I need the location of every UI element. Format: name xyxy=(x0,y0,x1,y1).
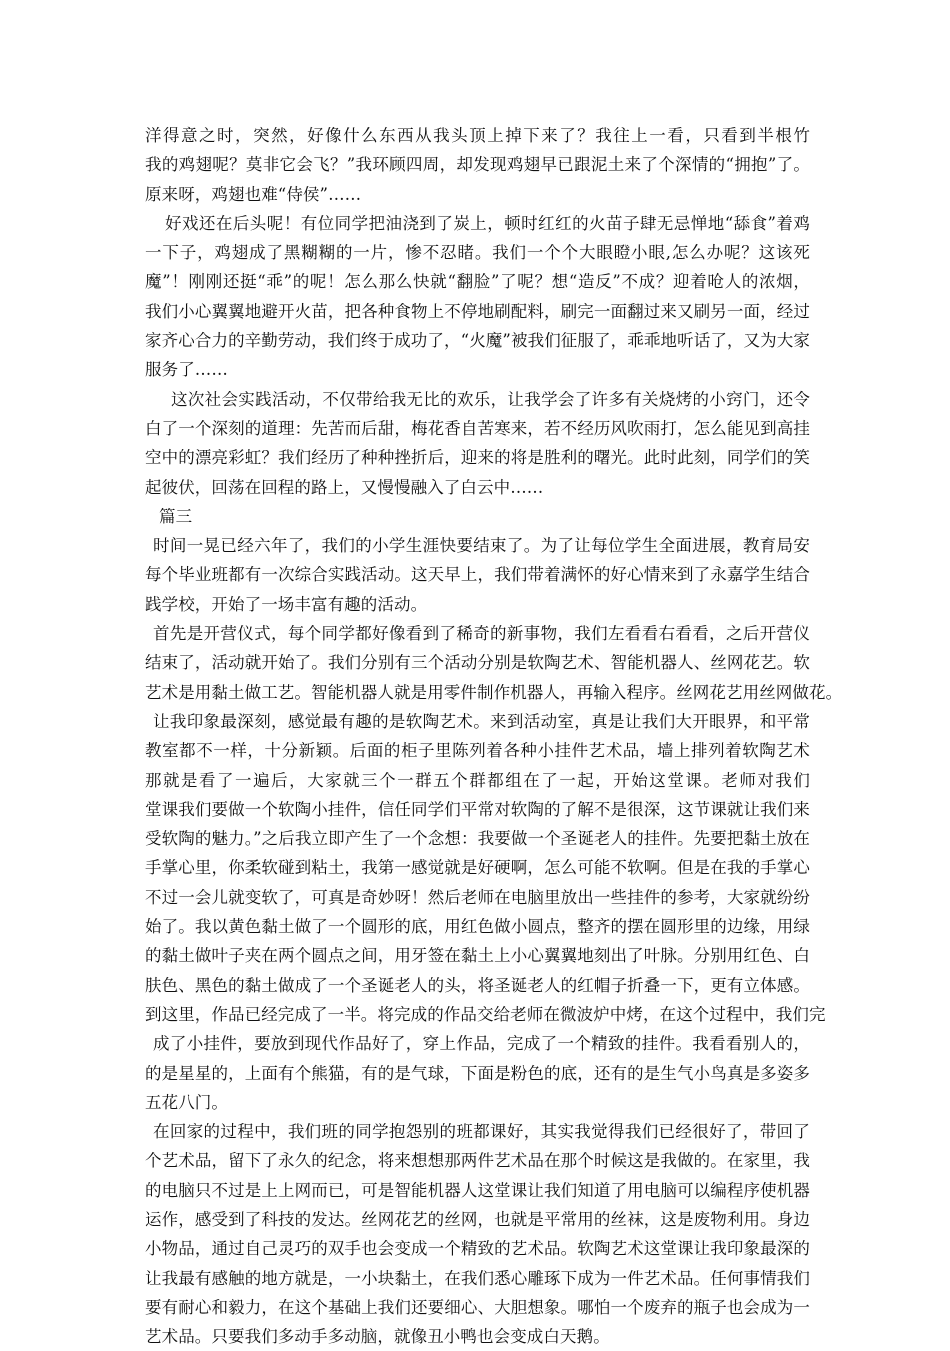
text-line: 时间一晃已经六年了，我们的小学生涯快要结束了。为了让每位学生全面进展，教育局安 xyxy=(153,536,810,556)
paragraph xyxy=(145,209,810,385)
text-line: 白了一个深刻的道理：先苦而后甜，梅花香自苦寒来，若不经历风吹雨打，怎么能见到高挂 xyxy=(145,418,810,438)
paragraph xyxy=(145,121,810,209)
paragraph xyxy=(145,531,810,619)
text-line: 好戏还在后头呢！有位同学把油浇到了炭上，顿时红红的火苗子肆无忌惮地“舔食”着鸡 xyxy=(165,213,810,233)
document-body xyxy=(145,121,843,1351)
text-line: 教室都不一样，十分新颖。后面的柜子里陈列着各种小挂件艺术品，墙上排列着软陶艺术 xyxy=(145,741,810,761)
section-heading: 篇三 xyxy=(159,506,193,526)
text-line: 结束了，活动就开始了。我们分别有三个活动分别是软陶艺术、智能机器人、丝网花艺。软 xyxy=(145,653,810,673)
text-line: 的黏土做叶子夹在两个圆点之间，用牙签在黏土上小心翼翼地刻出了叶脉。分别用红色、白 xyxy=(145,946,810,966)
text-line: 践学校，开始了一场丰富有趣的活动。 xyxy=(145,594,428,614)
text-line: 艺术是用黏土做工艺。智能机器人就是用零件制作机器人，再输入程序。丝网花艺用丝网做花。 xyxy=(145,682,843,702)
paragraph xyxy=(145,619,843,707)
paragraph xyxy=(145,1117,810,1351)
text-line: 洋得意之时，突然，好像什么东西从我头顶上掉下来了？我往上一看，只看到半根竹 xyxy=(145,126,810,145)
text-line: 肤色、黑色的黏土做成了一个圣诞老人的头，将圣诞老人的红帽子折叠一下，更有立体感。 xyxy=(145,975,810,995)
text-line: 魔”！刚刚还挺“乖”的呢！怎么那么快就“翻脸”了呢？想“造反”不成？迎着呛人的浓烟， xyxy=(145,272,810,292)
text-line: 小物品，通过自己灵巧的双手也会变成一个精致的艺术品。软陶艺术这堂课让我印象最深的 xyxy=(145,1239,810,1259)
text-line: 我的鸡翅呢？莫非它会飞？”我环顾四周，却发现鸡翅早已跟泥土来了个深情的“拥抱”了。 xyxy=(145,155,810,175)
text-line: 让我印象最深刻，感觉最有趣的是软陶艺术。来到活动室，真是让我们大开眼界，和平常 xyxy=(153,711,810,731)
text-line: 家齐心合力的辛勤劳动，我们终于成功了，“火魔”被我们征服了，乖乖地听话了，又为大家 xyxy=(145,331,810,351)
text-line: 运作，感受到了科技的发达。丝网花艺的丝网，也就是平常用的丝袜，这是废物利用。身边 xyxy=(145,1209,810,1229)
text-line: 手掌心里，你柔软碰到粘土，我第一感觉就是好硬啊，怎么可能不软啊。但是在我的手掌心 xyxy=(145,858,810,878)
text-line: 要有耐心和毅力，在这个基础上我们还要细心、大胆想象。哪怕一个废弃的瓶子也会成为一 xyxy=(145,1297,810,1317)
text-line: 到这里，作品已经完成了一半。将完成的作品交给老师在微波炉中烤，在这个过程中，我们完 xyxy=(145,1004,826,1024)
text-line: 艺术品。只要我们多动手多动脑，就像丑小鸭也会变成白天鹅。 xyxy=(145,1327,610,1347)
text-line: 在回家的过程中，我们班的同学抱怨别的班都课好，其实我觉得我们已经很好了，带回了 xyxy=(153,1122,810,1142)
paragraph xyxy=(145,707,826,1029)
text-line: 起彼伏，回荡在回程的路上，又慢慢融入了白云中…… xyxy=(145,477,544,497)
text-line: 不过一会儿就变软了，可真是奇妙呀！然后老师在电脑里放出一些挂件的参考，大家就纷纷 xyxy=(145,887,810,907)
text-line: 原来呀，鸡翅也难“侍侯”…… xyxy=(145,184,362,204)
paragraph xyxy=(145,1029,810,1117)
text-line: 让我最有感触的地方就是，一小块黏土，在我们悉心雕琢下成为一件艺术品。任何事情我们 xyxy=(145,1268,810,1288)
text-line: 的电脑只不过是上上网而已，可是智能机器人这堂课让我们知道了用电脑可以编程序使机器 xyxy=(145,1180,810,1200)
text-line: 我们小心翼翼地避开火苗，把各种食物上不停地刷配料，刷完一面翻过来又刷另一面，经过 xyxy=(145,301,810,321)
text-line: 这次社会实践活动，不仅带给我无比的欢乐，让我学会了许多有关烧烤的小窍门，还令 xyxy=(171,389,810,409)
text-line: 五花八门。 xyxy=(145,1092,228,1112)
text-line: 始了。我以黄色黏土做了一个圆形的底，用红色做小圆点，整齐的摆在圆形里的边缘，用绿 xyxy=(145,917,810,937)
text-line: 受软陶的魅力。”之后我立即产生了一个念想：我要做一个圣诞老人的挂件。先要把黏土放在 xyxy=(145,829,810,849)
text-line: 那就是看了一遍后，大家就三个一群五个群都组在了一起，开始这堂课。老师对我们 xyxy=(145,770,810,790)
text-line: 每个毕业班都有一次综合实践活动。这天早上，我们带着满怀的好心情来到了永嘉学生结合 xyxy=(145,565,810,585)
text-line: 堂课我们要做一个软陶小挂件，信任同学们平常对软陶的了解不是很深，这节课就让我们来 xyxy=(145,799,810,819)
text-line: 空中的漂亮彩虹？我们经历了种种挫折后，迎来的将是胜利的曙光。此时此刻，同学们的笑 xyxy=(145,448,810,468)
text-line: 服务了…… xyxy=(145,360,228,380)
text-line: 个艺术品，留下了永久的纪念，将来想想那两件艺术品在那个时候这是我做的。在家里，我 xyxy=(145,1151,810,1171)
text-line: 首先是开营仪式，每个同学都好像看到了稀奇的新事物，我们左看看右看看，之后开营仪 xyxy=(153,624,810,644)
text-line: 的是星星的，上面有个熊猫，有的是气球，下面是粉色的底，还有的是生气小鸟真是多姿多 xyxy=(145,1063,810,1083)
text-line: 一下子，鸡翅成了黑糊糊的一片，惨不忍睹。我们一个个大眼瞪小眼,怎么办呢？这该死 xyxy=(145,243,810,263)
text-line: 成了小挂件，要放到现代作品好了，穿上作品，完成了一个精致的挂件。我看看别人的， xyxy=(153,1034,810,1054)
paragraph xyxy=(145,385,810,502)
